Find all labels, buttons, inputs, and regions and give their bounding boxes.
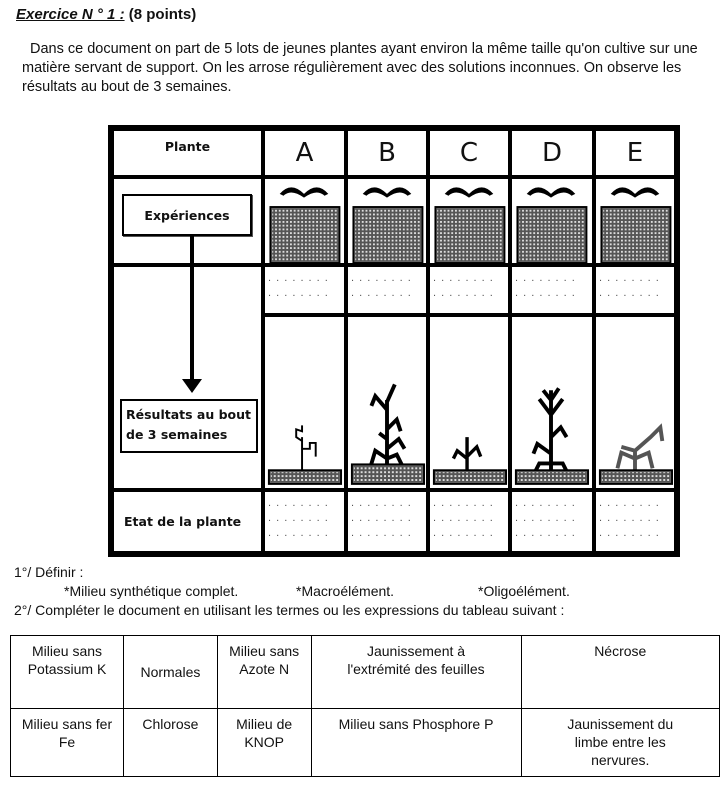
term-2: *Macroélément. [296,583,395,599]
question-2: 2°/ Compléter le document en utilisant les termes ou les expressions du tableau suivant : [14,602,565,618]
answer-dots-line[interactable]: . . . . . . . . [599,527,660,539]
etat-answer-C [428,490,510,553]
plant-letter-C: C [428,129,510,177]
experience-answer-A [263,265,346,315]
experiences-label: Expériences [122,194,252,236]
plant-letter-D: D [510,129,594,177]
answer-dots-line[interactable]: . . . . . . . . [433,272,494,284]
answer-dots-line[interactable]: . . . . . . . . [433,527,494,539]
etat-answer-E [594,490,676,553]
table-row [11,636,720,709]
table-cell: Nécrose [521,636,719,709]
seedling-pot-icon [348,179,426,263]
table-cell: Jaunissement du limbe entre les nervures. [521,709,719,777]
answer-dots-line[interactable]: . . . . . . . . [599,497,660,509]
answer-dots[interactable] [512,267,592,305]
answer-dots-line[interactable]: . . . . . . . . [433,287,494,299]
result-plant-D [510,315,594,490]
results-label-cell [112,265,263,490]
seedling-pot-icon [512,179,590,263]
table-row [11,709,720,777]
exercise-title [16,6,196,23]
answer-dots-line[interactable]: . . . . . . . . [515,527,576,539]
result-plant-E [594,315,676,490]
question-1: 1°/ Définir : [14,564,84,580]
experience-pot-C [428,177,510,265]
answer-dots-line[interactable]: . . . . . . . . [515,497,576,509]
result-plant-C [428,315,510,490]
table-cell: Chlorose [124,709,218,777]
experience-pot-B [346,177,428,265]
term-3: *Oligoélément. [478,583,570,599]
plante-header: Plante [112,129,263,177]
experience-answer-E [594,265,676,315]
table-cell: Jaunissement à l'extrémité des feuilles [311,636,521,709]
answer-dots-line[interactable]: . . . . . . . . [515,287,576,299]
table-cell: Milieu de KNOP [217,709,311,777]
etat-answer-B [346,490,428,553]
term-1: *Milieu synthétique complet. [64,583,239,599]
plant-letter-E: E [594,129,676,177]
experience-answer-C [428,265,510,315]
seedling-pot-icon [596,179,674,263]
table-cell: Milieu sans fer Fe [11,709,124,777]
answer-dots-line[interactable]: . . . . . . . . [268,287,329,299]
exercise-points: (8 points) [128,6,197,23]
experience-pot-D [510,177,594,265]
etat-answer-D [510,490,594,553]
answer-dots-line[interactable]: . . . . . . . . [433,512,494,524]
experience-pot-E [594,177,676,265]
answer-dots[interactable] [430,492,508,545]
answer-dots[interactable] [430,267,508,305]
result-plant-A [263,315,346,490]
arrow-line [190,235,194,385]
answer-dots-line[interactable]: . . . . . . . . [351,272,412,284]
answer-dots-line[interactable]: . . . . . . . . [268,272,329,284]
answer-dots[interactable] [512,492,592,545]
answer-dots-line[interactable]: . . . . . . . . [599,272,660,284]
table-cell: Milieu sans Potassium K [11,636,124,709]
answer-dots-line[interactable]: . . . . . . . . [599,512,660,524]
grown-plant-icon [430,317,508,487]
answer-dots-line[interactable]: . . . . . . . . [351,497,412,509]
experience-pot-A [263,177,346,265]
answer-dots[interactable] [596,492,674,545]
experiment-table [108,125,680,557]
answer-dots-line[interactable]: . . . . . . . . [268,497,329,509]
table-cell: Milieu sans Phosphore P [311,709,521,777]
etat-label: Etat de la plante [112,490,263,553]
seedling-pot-icon [265,179,343,263]
etat-answer-A [263,490,346,553]
experience-answer-D [510,265,594,315]
answer-dots-line[interactable]: . . . . . . . . [268,512,329,524]
answer-dots-line[interactable]: . . . . . . . . [351,512,412,524]
answer-dots-line[interactable]: . . . . . . . . [351,287,412,299]
answer-dots-line[interactable]: . . . . . . . . [515,512,576,524]
exercise-number: Exercice N ° 1 : [16,6,125,23]
answer-dots-line[interactable]: . . . . . . . . [599,287,660,299]
grown-plant-icon [596,317,674,487]
plant-letter-B: B [346,129,428,177]
answer-dots-line[interactable]: . . . . . . . . [433,497,494,509]
resultats-label: Résultats au bout de 3 semaines [120,399,258,453]
answer-dots-line[interactable]: . . . . . . . . [351,527,412,539]
table-cell: Milieu sans Azote N [217,636,311,709]
arrow-down-icon [182,379,202,393]
answer-dots[interactable] [265,492,344,545]
seedling-pot-icon [430,179,508,263]
grown-plant-icon [512,317,590,487]
answer-dots[interactable] [265,267,344,305]
experience-answer-B [346,265,428,315]
answer-dots-line[interactable]: . . . . . . . . [268,527,329,539]
answer-dots-line[interactable]: . . . . . . . . [515,272,576,284]
answer-dots[interactable] [596,267,674,305]
questions [14,563,570,620]
grown-plant-icon [265,317,343,487]
terms-to-define [14,582,570,601]
grown-plant-icon [348,317,426,487]
answer-dots[interactable] [348,492,426,545]
terms-table [10,635,720,777]
result-plant-B [346,315,428,490]
answer-dots[interactable] [348,267,426,305]
intro-paragraph: Dans ce document on part de 5 lots de jeunes plantes ayant environ la même taille qu'on cultive sur une matière servant de support. On les arrose régulièrement avec des solutions inconnues. On observe les résultats au bout de 3 semaines. [22,41,698,95]
table-cell: Normales [124,636,218,709]
plant-letter-A: A [263,129,346,177]
